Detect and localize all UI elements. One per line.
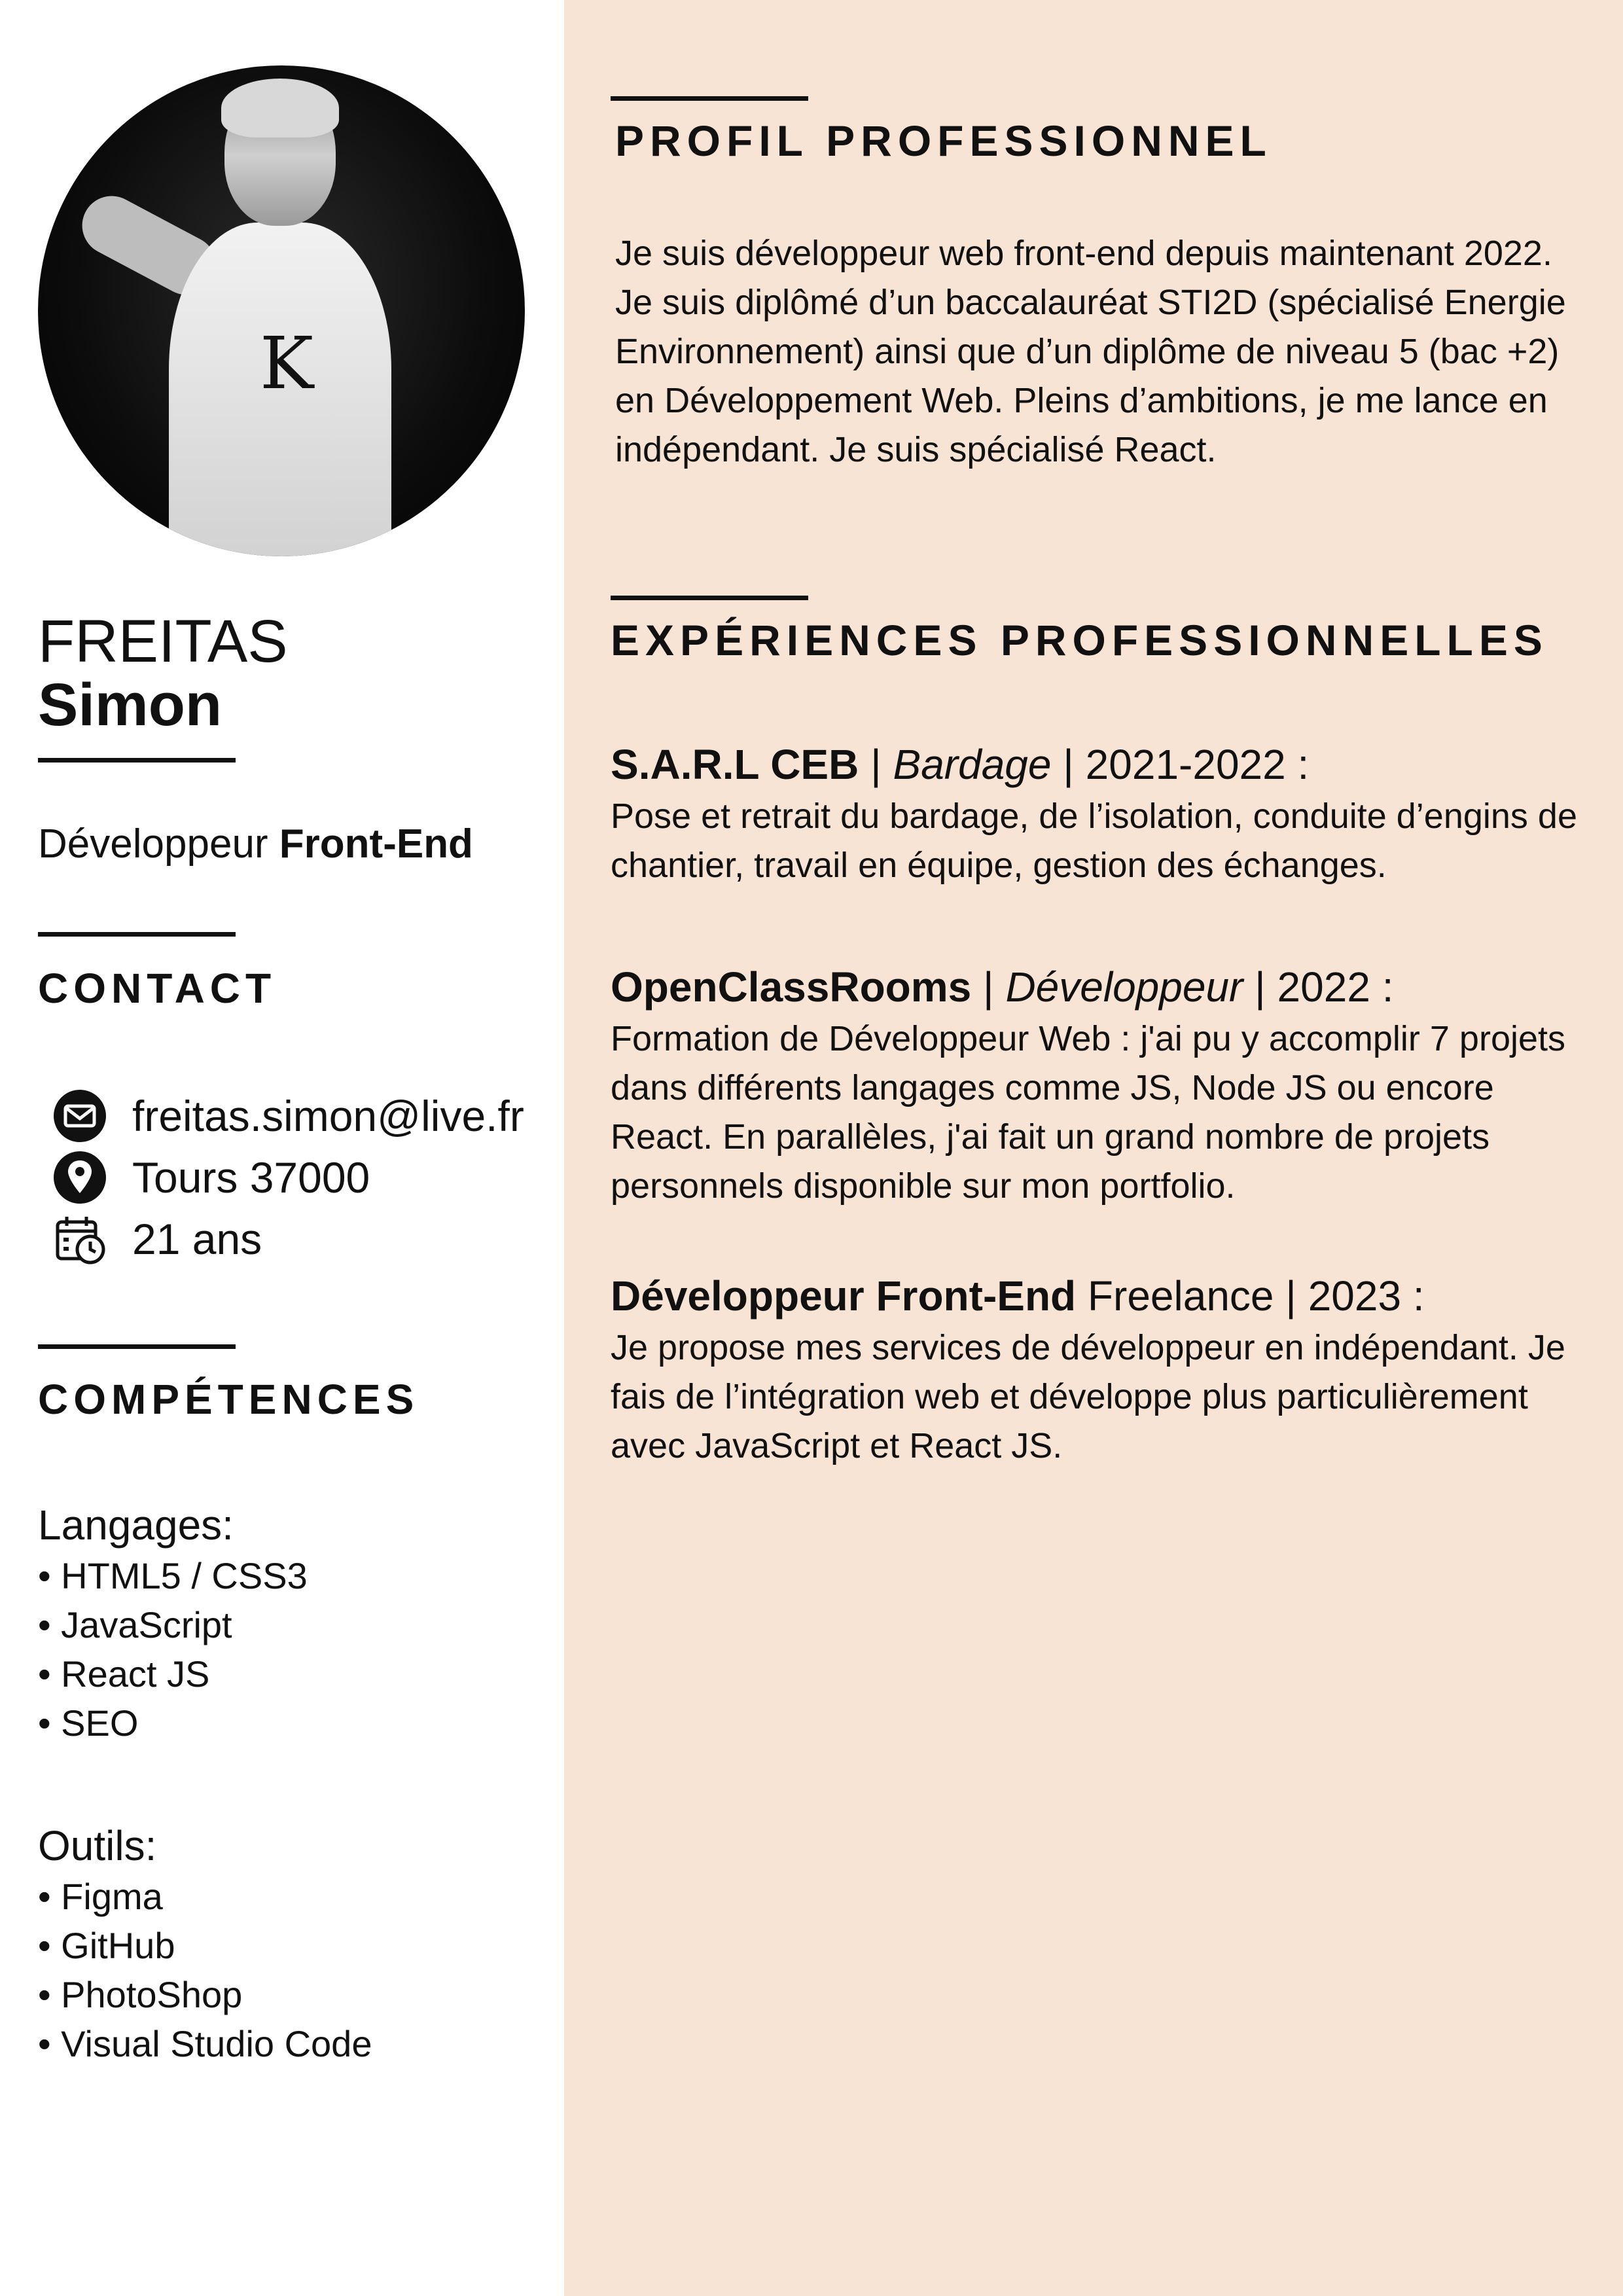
list-item: • Figma [38, 1872, 372, 1921]
location-pin-icon [52, 1150, 107, 1205]
contact-location-text: Tours 37000 [132, 1153, 370, 1202]
experience-description-2: Formation de Développeur Web : j'ai pu y accomplir 7 projets dans différents langages comme JS, Node JS ou encore React. En parallèles, j'ai fait un grand nombre de projets personnels disponible sur mon portfolio. [611, 1019, 1566, 1206]
experience-title-2 [611, 961, 1393, 1013]
list-item: • HTML5 / CSS3 [38, 1551, 308, 1600]
contact-heading: CONTACT [38, 965, 277, 1012]
photo-hair [221, 79, 339, 137]
summary-divider [611, 96, 808, 101]
calendar-clock-icon [52, 1211, 107, 1266]
tools-list [38, 1872, 372, 2068]
list-item: • GitHub [38, 1921, 372, 1970]
experience-period: | 2021-2022 : [1051, 741, 1310, 788]
contact-email [52, 1086, 524, 1145]
list-item: • PhotoShop [38, 1970, 372, 2019]
languages-list [38, 1551, 308, 1748]
contact-location [52, 1148, 370, 1207]
profile-photo [38, 65, 525, 556]
experience-description-1: Pose et retrait du bardage, de l’isolation, conduite d’engins de chantier, travail en équipe, gestion des échanges. [611, 797, 1577, 885]
experience-company: Développeur Front-End [611, 1272, 1077, 1319]
list-item: • JavaScript [38, 1600, 308, 1649]
experience-role: Freelance [1087, 1272, 1274, 1319]
job-title-strong: Front-End [279, 821, 473, 867]
job-title-prefix: Développeur [38, 821, 279, 867]
skills-divider [38, 1344, 236, 1349]
contact-divider [38, 932, 236, 937]
skills-heading: COMPÉTENCES [38, 1376, 419, 1423]
experience-period: | 2023 : [1274, 1272, 1425, 1319]
list-item: • SEO [38, 1698, 308, 1748]
summary-text: Je suis développeur web front-end depuis maintenant 2022. Je suis diplômé d’un baccalauréat STI2D (spécialisé Energie Environnement) ainsi que d’un diplôme de niveau 5 (bac +2) en Développement Web. Pleins d’ambitions, je me lance en indépendant. Je suis spécialisé React. [615, 234, 1566, 469]
contact-age [52, 1210, 262, 1268]
name-divider [38, 758, 236, 762]
experience-company: OpenClassRooms [611, 963, 972, 1011]
job-title [38, 818, 473, 870]
experience-role: Bardage [893, 741, 1052, 788]
experience-heading: EXPÉRIENCES PROFESSIONNELLES [611, 616, 1548, 664]
experience-title-1 [611, 738, 1309, 791]
experience-separator: | [971, 963, 1006, 1011]
tools-label: Outils: [38, 1822, 157, 1869]
shirt-logo: K [259, 321, 314, 405]
experience-description-3: Je propose mes services de développeur en indépendant. Je fais de l’intégration web et développe plus particulièrement avec JavaScript et React JS. [611, 1328, 1565, 1465]
experience-period: | 2022 : [1243, 963, 1394, 1011]
experience-divider [611, 596, 808, 600]
contact-age-text: 21 ans [132, 1215, 262, 1263]
experience-role: Développeur [1005, 963, 1243, 1011]
experience-separator: | [859, 741, 893, 788]
experience-company: S.A.R.L CEB [611, 741, 859, 788]
contact-email-text[interactable]: freitas.simon@live.fr [132, 1092, 524, 1140]
list-item: • Visual Studio Code [38, 2019, 372, 2068]
left-column [0, 0, 564, 2296]
list-item: • React JS [38, 1649, 308, 1698]
email-icon [52, 1088, 107, 1143]
last-name: FREITAS [38, 608, 288, 675]
experience-separator [1076, 1272, 1088, 1319]
languages-label: Langages: [38, 1501, 234, 1549]
summary-heading: PROFIL PROFESSIONNEL [615, 117, 1272, 165]
experience-title-3 [611, 1270, 1425, 1322]
first-name: Simon [38, 672, 223, 738]
